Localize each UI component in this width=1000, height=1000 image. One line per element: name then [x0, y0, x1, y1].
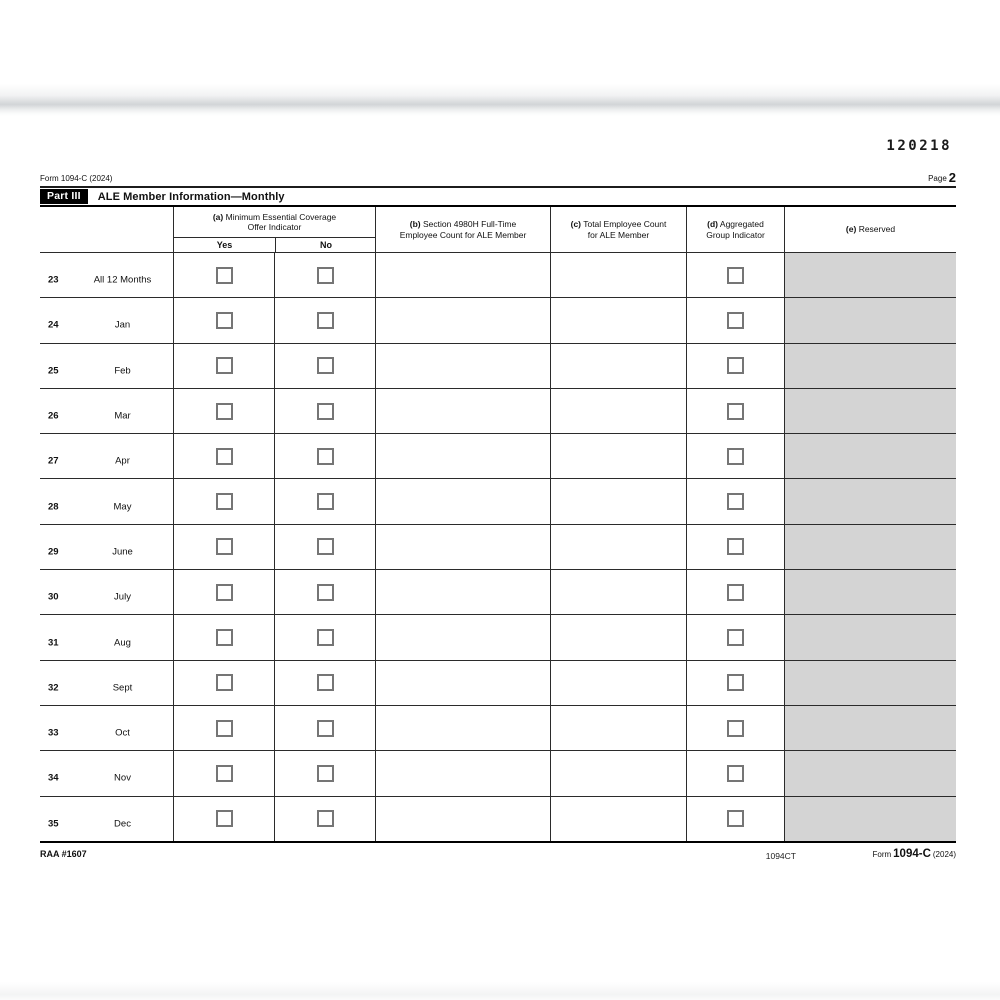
column-b-header: (b) Section 4980H Full-Time Employee Count for ALE Member	[375, 207, 550, 252]
yes-subheader: Yes	[216, 239, 233, 250]
total-employee-count-cell[interactable]	[550, 661, 686, 705]
mec-no-cell	[274, 344, 375, 388]
part-header	[40, 188, 956, 205]
form-footer	[40, 849, 956, 865]
table-row	[40, 705, 956, 750]
row-number: 32	[48, 682, 59, 694]
table-row	[40, 750, 956, 795]
row-number: 33	[48, 727, 59, 739]
no-subheader: No	[275, 238, 376, 252]
mec-no-cell	[274, 479, 375, 523]
aggregated-group-cell	[686, 253, 784, 297]
print-control-number: 120218	[886, 138, 952, 154]
reserved-cell	[784, 525, 956, 569]
fulltime-employee-count-cell[interactable]	[375, 479, 550, 523]
mec-no-checkbox[interactable]	[317, 493, 334, 510]
mec-no-checkbox[interactable]	[317, 448, 334, 465]
table-row	[40, 343, 956, 388]
row-label-cell	[40, 661, 173, 705]
reserved-cell	[784, 706, 956, 750]
row-month-label: June	[112, 546, 133, 558]
total-employee-count-cell[interactable]	[550, 615, 686, 659]
aggregated-group-cell	[686, 706, 784, 750]
row-month-label: Apr	[115, 455, 130, 467]
row-number: 27	[48, 455, 59, 467]
mec-yes-checkbox[interactable]	[216, 629, 233, 646]
mec-no-cell	[274, 434, 375, 478]
table-row	[40, 524, 956, 569]
footer-form-year: (2024)	[932, 850, 956, 860]
total-employee-count-cell[interactable]	[550, 434, 686, 478]
fulltime-employee-count-cell[interactable]	[375, 525, 550, 569]
table-row	[40, 614, 956, 659]
row-month-label: Mar	[114, 410, 131, 422]
mec-yes-checkbox[interactable]	[216, 448, 233, 465]
mec-no-checkbox[interactable]	[317, 674, 334, 691]
footer-form-word: Form	[872, 850, 892, 860]
row-label-cell	[40, 344, 173, 388]
mec-yes-cell	[173, 797, 274, 841]
row-month-label: Sept	[112, 682, 133, 694]
row-month-label: Jan	[114, 319, 131, 331]
footer-form-number: 1094-C	[893, 847, 931, 860]
mec-no-checkbox[interactable]	[317, 403, 334, 420]
column-d-header: (d) Aggregated Group Indicator	[686, 207, 784, 252]
row-label-cell	[40, 253, 173, 297]
fulltime-employee-count-cell[interactable]	[375, 344, 550, 388]
row-label-cell	[40, 751, 173, 795]
mec-yes-checkbox[interactable]	[216, 584, 233, 601]
mec-no-cell	[274, 751, 375, 795]
mec-no-checkbox[interactable]	[317, 765, 334, 782]
form-page	[40, 138, 956, 865]
mec-yes-cell	[173, 706, 274, 750]
aggregated-group-checkbox[interactable]	[727, 584, 744, 601]
row-label-cell	[40, 570, 173, 614]
mec-yes-cell	[173, 253, 274, 297]
mec-no-checkbox[interactable]	[317, 312, 334, 329]
row-label-cell	[40, 525, 173, 569]
mec-no-cell	[274, 615, 375, 659]
table-row	[40, 433, 956, 478]
total-employee-count-cell[interactable]	[550, 706, 686, 750]
column-a-title: (a) Minimum Essential Coverage Offer Indicator	[212, 211, 337, 232]
aggregated-group-checkbox[interactable]	[727, 810, 744, 827]
row-label-cell	[40, 615, 173, 659]
reserved-cell	[784, 298, 956, 342]
mec-yes-checkbox[interactable]	[216, 810, 233, 827]
row-month-label: Aug	[114, 637, 131, 649]
mec-yes-checkbox[interactable]	[216, 765, 233, 782]
reserved-cell	[784, 570, 956, 614]
mec-no-checkbox[interactable]	[317, 629, 334, 646]
mec-no-cell	[274, 797, 375, 841]
aggregated-group-checkbox[interactable]	[727, 357, 744, 374]
catalog-code: 1094CT	[765, 850, 796, 861]
fulltime-employee-count-cell[interactable]	[375, 751, 550, 795]
mec-yes-cell	[173, 661, 274, 705]
total-employee-count-cell[interactable]	[550, 479, 686, 523]
aggregated-group-checkbox[interactable]	[727, 403, 744, 420]
yes-no-subheader	[174, 237, 375, 252]
mec-no-checkbox[interactable]	[317, 720, 334, 737]
page-number: 2	[948, 170, 956, 185]
column-c-header: (c) Total Employee Count for ALE Member	[550, 207, 686, 252]
mec-no-checkbox[interactable]	[317, 584, 334, 601]
table-row	[40, 569, 956, 614]
fulltime-employee-count-cell[interactable]	[375, 570, 550, 614]
mec-yes-cell	[173, 389, 274, 433]
mec-no-checkbox[interactable]	[317, 357, 334, 374]
total-employee-count-cell[interactable]	[550, 253, 686, 297]
row-label-cell	[40, 706, 173, 750]
total-employee-count-cell[interactable]	[550, 525, 686, 569]
mec-yes-cell	[173, 344, 274, 388]
row-label-cell	[40, 389, 173, 433]
row-label-cell	[40, 434, 173, 478]
mec-yes-checkbox[interactable]	[216, 312, 233, 329]
mec-yes-checkbox[interactable]	[216, 720, 233, 737]
table-header-row	[40, 207, 956, 252]
row-month-label: Feb	[114, 365, 131, 377]
mec-no-cell	[274, 298, 375, 342]
mec-yes-cell	[173, 434, 274, 478]
row-number: 25	[48, 365, 59, 377]
aggregated-group-cell	[686, 615, 784, 659]
aggregated-group-cell	[686, 344, 784, 388]
table-row	[40, 252, 956, 297]
row-label-cell	[40, 298, 173, 342]
aggregated-group-checkbox[interactable]	[727, 765, 744, 782]
aggregated-group-cell	[686, 389, 784, 433]
aggregated-group-checkbox[interactable]	[727, 312, 744, 329]
row-month-label: Nov	[114, 772, 131, 784]
row-number: 24	[48, 319, 59, 331]
mec-no-checkbox[interactable]	[317, 267, 334, 284]
mec-yes-cell	[173, 298, 274, 342]
mec-yes-checkbox[interactable]	[216, 493, 233, 510]
mec-yes-cell	[173, 479, 274, 523]
row-number: 23	[48, 274, 59, 286]
scan-shadow-top	[0, 84, 1000, 116]
total-employee-count-cell[interactable]	[550, 797, 686, 841]
reserved-cell	[784, 434, 956, 478]
scan-shadow-bottom	[0, 982, 1000, 1000]
mec-no-cell	[274, 570, 375, 614]
mec-yes-cell	[173, 615, 274, 659]
mec-no-checkbox[interactable]	[317, 810, 334, 827]
reserved-cell	[784, 389, 956, 433]
row-number: 30	[48, 591, 59, 603]
fulltime-employee-count-cell[interactable]	[375, 389, 550, 433]
aggregated-group-cell	[686, 570, 784, 614]
mec-no-cell	[274, 525, 375, 569]
table-row	[40, 388, 956, 433]
row-number: 35	[48, 818, 59, 830]
aggregated-group-cell	[686, 525, 784, 569]
fulltime-employee-count-cell[interactable]	[375, 434, 550, 478]
aggregated-group-cell	[686, 751, 784, 795]
total-employee-count-cell[interactable]	[550, 344, 686, 388]
mec-yes-cell	[173, 525, 274, 569]
fulltime-employee-count-cell[interactable]	[375, 661, 550, 705]
mec-no-cell	[274, 253, 375, 297]
row-label-cell	[40, 479, 173, 523]
page-indicator	[928, 171, 956, 184]
aggregated-group-checkbox[interactable]	[727, 629, 744, 646]
total-employee-count-cell[interactable]	[550, 570, 686, 614]
row-number: 34	[48, 772, 59, 784]
reserved-cell	[784, 479, 956, 523]
total-employee-count-cell[interactable]	[550, 389, 686, 433]
column-e-header: (e) Reserved	[784, 207, 956, 252]
aggregated-group-cell	[686, 797, 784, 841]
mec-yes-checkbox[interactable]	[216, 403, 233, 420]
mec-no-cell	[274, 389, 375, 433]
aggregated-group-checkbox[interactable]	[727, 674, 744, 691]
mec-yes-checkbox[interactable]	[216, 538, 233, 555]
page-word: Page	[928, 174, 947, 183]
reserved-cell	[784, 661, 956, 705]
aggregated-group-checkbox[interactable]	[727, 493, 744, 510]
table-row	[40, 478, 956, 523]
mec-yes-checkbox[interactable]	[216, 267, 233, 284]
row-month-label: May	[113, 501, 132, 513]
aggregated-group-checkbox[interactable]	[727, 448, 744, 465]
form-header-line	[40, 171, 956, 188]
column-a-header	[173, 207, 375, 252]
row-number: 26	[48, 410, 59, 422]
fulltime-employee-count-cell[interactable]	[375, 298, 550, 342]
mec-no-checkbox[interactable]	[317, 538, 334, 555]
row-month-label: July	[114, 591, 131, 603]
total-employee-count-cell[interactable]	[550, 298, 686, 342]
reserved-cell	[784, 253, 956, 297]
aggregated-group-cell	[686, 434, 784, 478]
aggregated-group-checkbox[interactable]	[727, 720, 744, 737]
reserved-cell	[784, 344, 956, 388]
table-row	[40, 297, 956, 342]
part-title: ALE Member Information—Monthly	[97, 190, 285, 203]
mec-yes-checkbox[interactable]	[216, 357, 233, 374]
monthly-table	[40, 205, 956, 843]
vendor-stock-number: RAA #1607	[40, 848, 87, 859]
fulltime-employee-count-cell[interactable]	[375, 615, 550, 659]
fulltime-employee-count-cell[interactable]	[375, 706, 550, 750]
total-employee-count-cell[interactable]	[550, 751, 686, 795]
mec-yes-cell	[173, 570, 274, 614]
fulltime-employee-count-cell[interactable]	[375, 253, 550, 297]
part-badge: Part III	[40, 189, 88, 204]
row-number: 28	[48, 501, 59, 513]
month-column-header	[40, 207, 173, 252]
mec-yes-checkbox[interactable]	[216, 674, 233, 691]
row-number: 31	[48, 637, 59, 649]
mec-no-cell	[274, 706, 375, 750]
aggregated-group-cell	[686, 298, 784, 342]
footer-form-id	[872, 849, 956, 861]
mec-no-cell	[274, 661, 375, 705]
row-label-cell	[40, 797, 173, 841]
table-row	[40, 796, 956, 841]
aggregated-group-checkbox[interactable]	[727, 538, 744, 555]
mec-yes-cell	[173, 751, 274, 795]
table-body	[40, 252, 956, 841]
reserved-cell	[784, 751, 956, 795]
row-month-label: All 12 Months	[93, 274, 152, 286]
aggregated-group-cell	[686, 479, 784, 523]
fulltime-employee-count-cell[interactable]	[375, 797, 550, 841]
reserved-cell	[784, 615, 956, 659]
table-row	[40, 660, 956, 705]
row-number: 29	[48, 546, 59, 558]
aggregated-group-cell	[686, 661, 784, 705]
row-month-label: Dec	[114, 818, 131, 830]
aggregated-group-checkbox[interactable]	[727, 267, 744, 284]
reserved-cell	[784, 797, 956, 841]
row-month-label: Oct	[115, 727, 130, 739]
form-id-label: Form 1094-C (2024)	[40, 174, 113, 183]
